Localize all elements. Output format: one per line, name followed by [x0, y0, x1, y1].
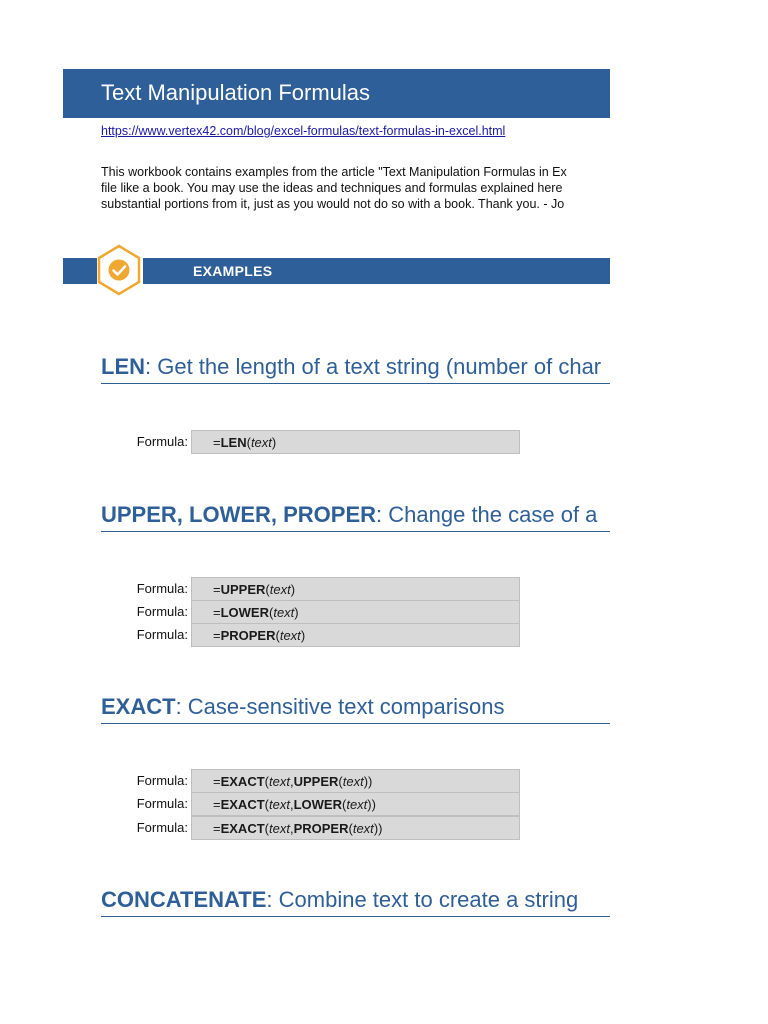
intro-line: substantial portions from it, just as you would not do so with a book. Thank you. - Jo	[101, 197, 565, 211]
heading-description: : Combine text to create a string	[266, 887, 579, 912]
formula-function: UPPER	[220, 582, 266, 597]
formula-symbol: =	[213, 797, 221, 812]
formula-argument: text	[352, 821, 374, 836]
formula-label: Formula:	[136, 581, 188, 596]
formula-symbol: (	[246, 435, 251, 450]
formula-cell[interactable]	[191, 792, 520, 816]
formula-text	[213, 582, 295, 597]
formula-symbol: (	[338, 774, 343, 789]
formula-argument: text	[269, 821, 290, 836]
intro-paragraph	[101, 164, 610, 212]
formula-argument: text	[269, 797, 290, 812]
examples-section-bar	[63, 258, 610, 284]
formula-cell[interactable]	[191, 623, 520, 647]
formula-symbol: =	[213, 605, 221, 620]
article-link[interactable]: https://www.vertex42.com/blog/excel-formulas/text-formulas-in-excel.html	[101, 124, 506, 138]
formula-text	[213, 774, 372, 789]
formula-symbol: )	[300, 628, 306, 643]
heading-keyword: UPPER, LOWER, PROPER	[101, 502, 377, 527]
formula-cell[interactable]	[191, 816, 520, 840]
formula-row	[101, 623, 521, 646]
formula-function: EXACT	[220, 797, 265, 812]
formula-symbol: ))	[363, 774, 373, 789]
heading-description: : Change the case of a	[376, 502, 598, 527]
intro-line: file like a book. You may use the ideas and techniques and formulas explained here	[101, 181, 563, 195]
formula-symbol: (	[348, 821, 353, 836]
formula-symbol: =	[213, 582, 221, 597]
formula-symbol: ,	[289, 774, 294, 789]
formula-cell[interactable]	[191, 577, 520, 601]
formula-text	[213, 435, 276, 450]
formula-function: UPPER	[293, 774, 339, 789]
formula-symbol: ,	[289, 797, 294, 812]
title-banner	[63, 69, 610, 118]
heading-description: : Case-sensitive text comparisons	[175, 694, 505, 719]
formula-row	[101, 577, 521, 600]
formula-function: EXACT	[220, 774, 265, 789]
formula-argument: text	[269, 582, 291, 597]
formula-text	[213, 605, 299, 620]
formula-cell[interactable]	[191, 430, 520, 454]
formula-row	[101, 430, 521, 453]
formula-symbol: =	[213, 435, 221, 450]
formula-function: LEN	[220, 435, 247, 450]
formula-text	[213, 628, 305, 643]
formula-symbol: (	[264, 821, 269, 836]
formula-text	[213, 821, 382, 836]
heading-keyword: CONCATENATE	[101, 887, 267, 912]
formula-symbol: ,	[289, 821, 294, 836]
page-title: Text Manipulation Formulas	[101, 80, 371, 105]
formula-argument: text	[342, 774, 364, 789]
checkmark-hexagon-icon	[96, 244, 142, 296]
intro-line: This workbook contains examples from the article "Text Manipulation Formulas in Ex	[101, 165, 567, 179]
heading-description: : Get the length of a text string (number of char	[145, 354, 602, 379]
formula-function: LOWER	[220, 605, 269, 620]
formula-argument: text	[346, 797, 368, 812]
formula-label: Formula:	[136, 820, 188, 835]
formula-symbol: (	[275, 628, 280, 643]
formula-label: Formula:	[136, 434, 188, 449]
formula-symbol: )	[294, 605, 299, 620]
formula-symbol: )	[290, 582, 296, 597]
formula-symbol: =	[213, 821, 221, 836]
section-heading-case	[101, 502, 610, 532]
formula-function: LOWER	[293, 797, 342, 812]
formula-argument: text	[269, 774, 290, 789]
section-heading-len	[101, 354, 610, 384]
formula-row	[101, 816, 521, 839]
formula-label: Formula:	[136, 773, 188, 788]
formula-cell[interactable]	[191, 769, 520, 793]
formula-function: PROPER	[220, 628, 276, 643]
formula-argument: text	[279, 628, 301, 643]
formula-label: Formula:	[136, 627, 188, 642]
formula-symbol: ))	[367, 797, 376, 812]
formula-label: Formula:	[136, 796, 188, 811]
heading-keyword: LEN	[101, 354, 145, 379]
formula-function: EXACT	[220, 821, 265, 836]
formula-row	[101, 769, 521, 792]
formula-symbol: )	[271, 435, 277, 450]
formula-symbol: (	[265, 582, 270, 597]
section-heading-exact	[101, 694, 610, 724]
formula-symbol: (	[264, 797, 269, 812]
formula-symbol: (	[341, 797, 347, 812]
formula-symbol: (	[268, 605, 274, 620]
heading-keyword: EXACT	[101, 694, 176, 719]
formula-symbol: ))	[373, 821, 383, 836]
formula-label: Formula:	[136, 604, 188, 619]
formula-cell[interactable]	[191, 600, 520, 624]
formula-symbol: =	[213, 774, 221, 789]
formula-function: PROPER	[293, 821, 349, 836]
formula-text	[213, 797, 376, 812]
formula-symbol: (	[264, 774, 269, 789]
section-label: EXAMPLES	[193, 263, 273, 279]
formula-argument: text	[250, 435, 272, 450]
formula-argument: text	[273, 605, 295, 620]
formula-symbol: =	[213, 628, 221, 643]
formula-row	[101, 600, 521, 623]
formula-row	[101, 792, 521, 815]
section-heading-concatenate	[101, 887, 610, 917]
